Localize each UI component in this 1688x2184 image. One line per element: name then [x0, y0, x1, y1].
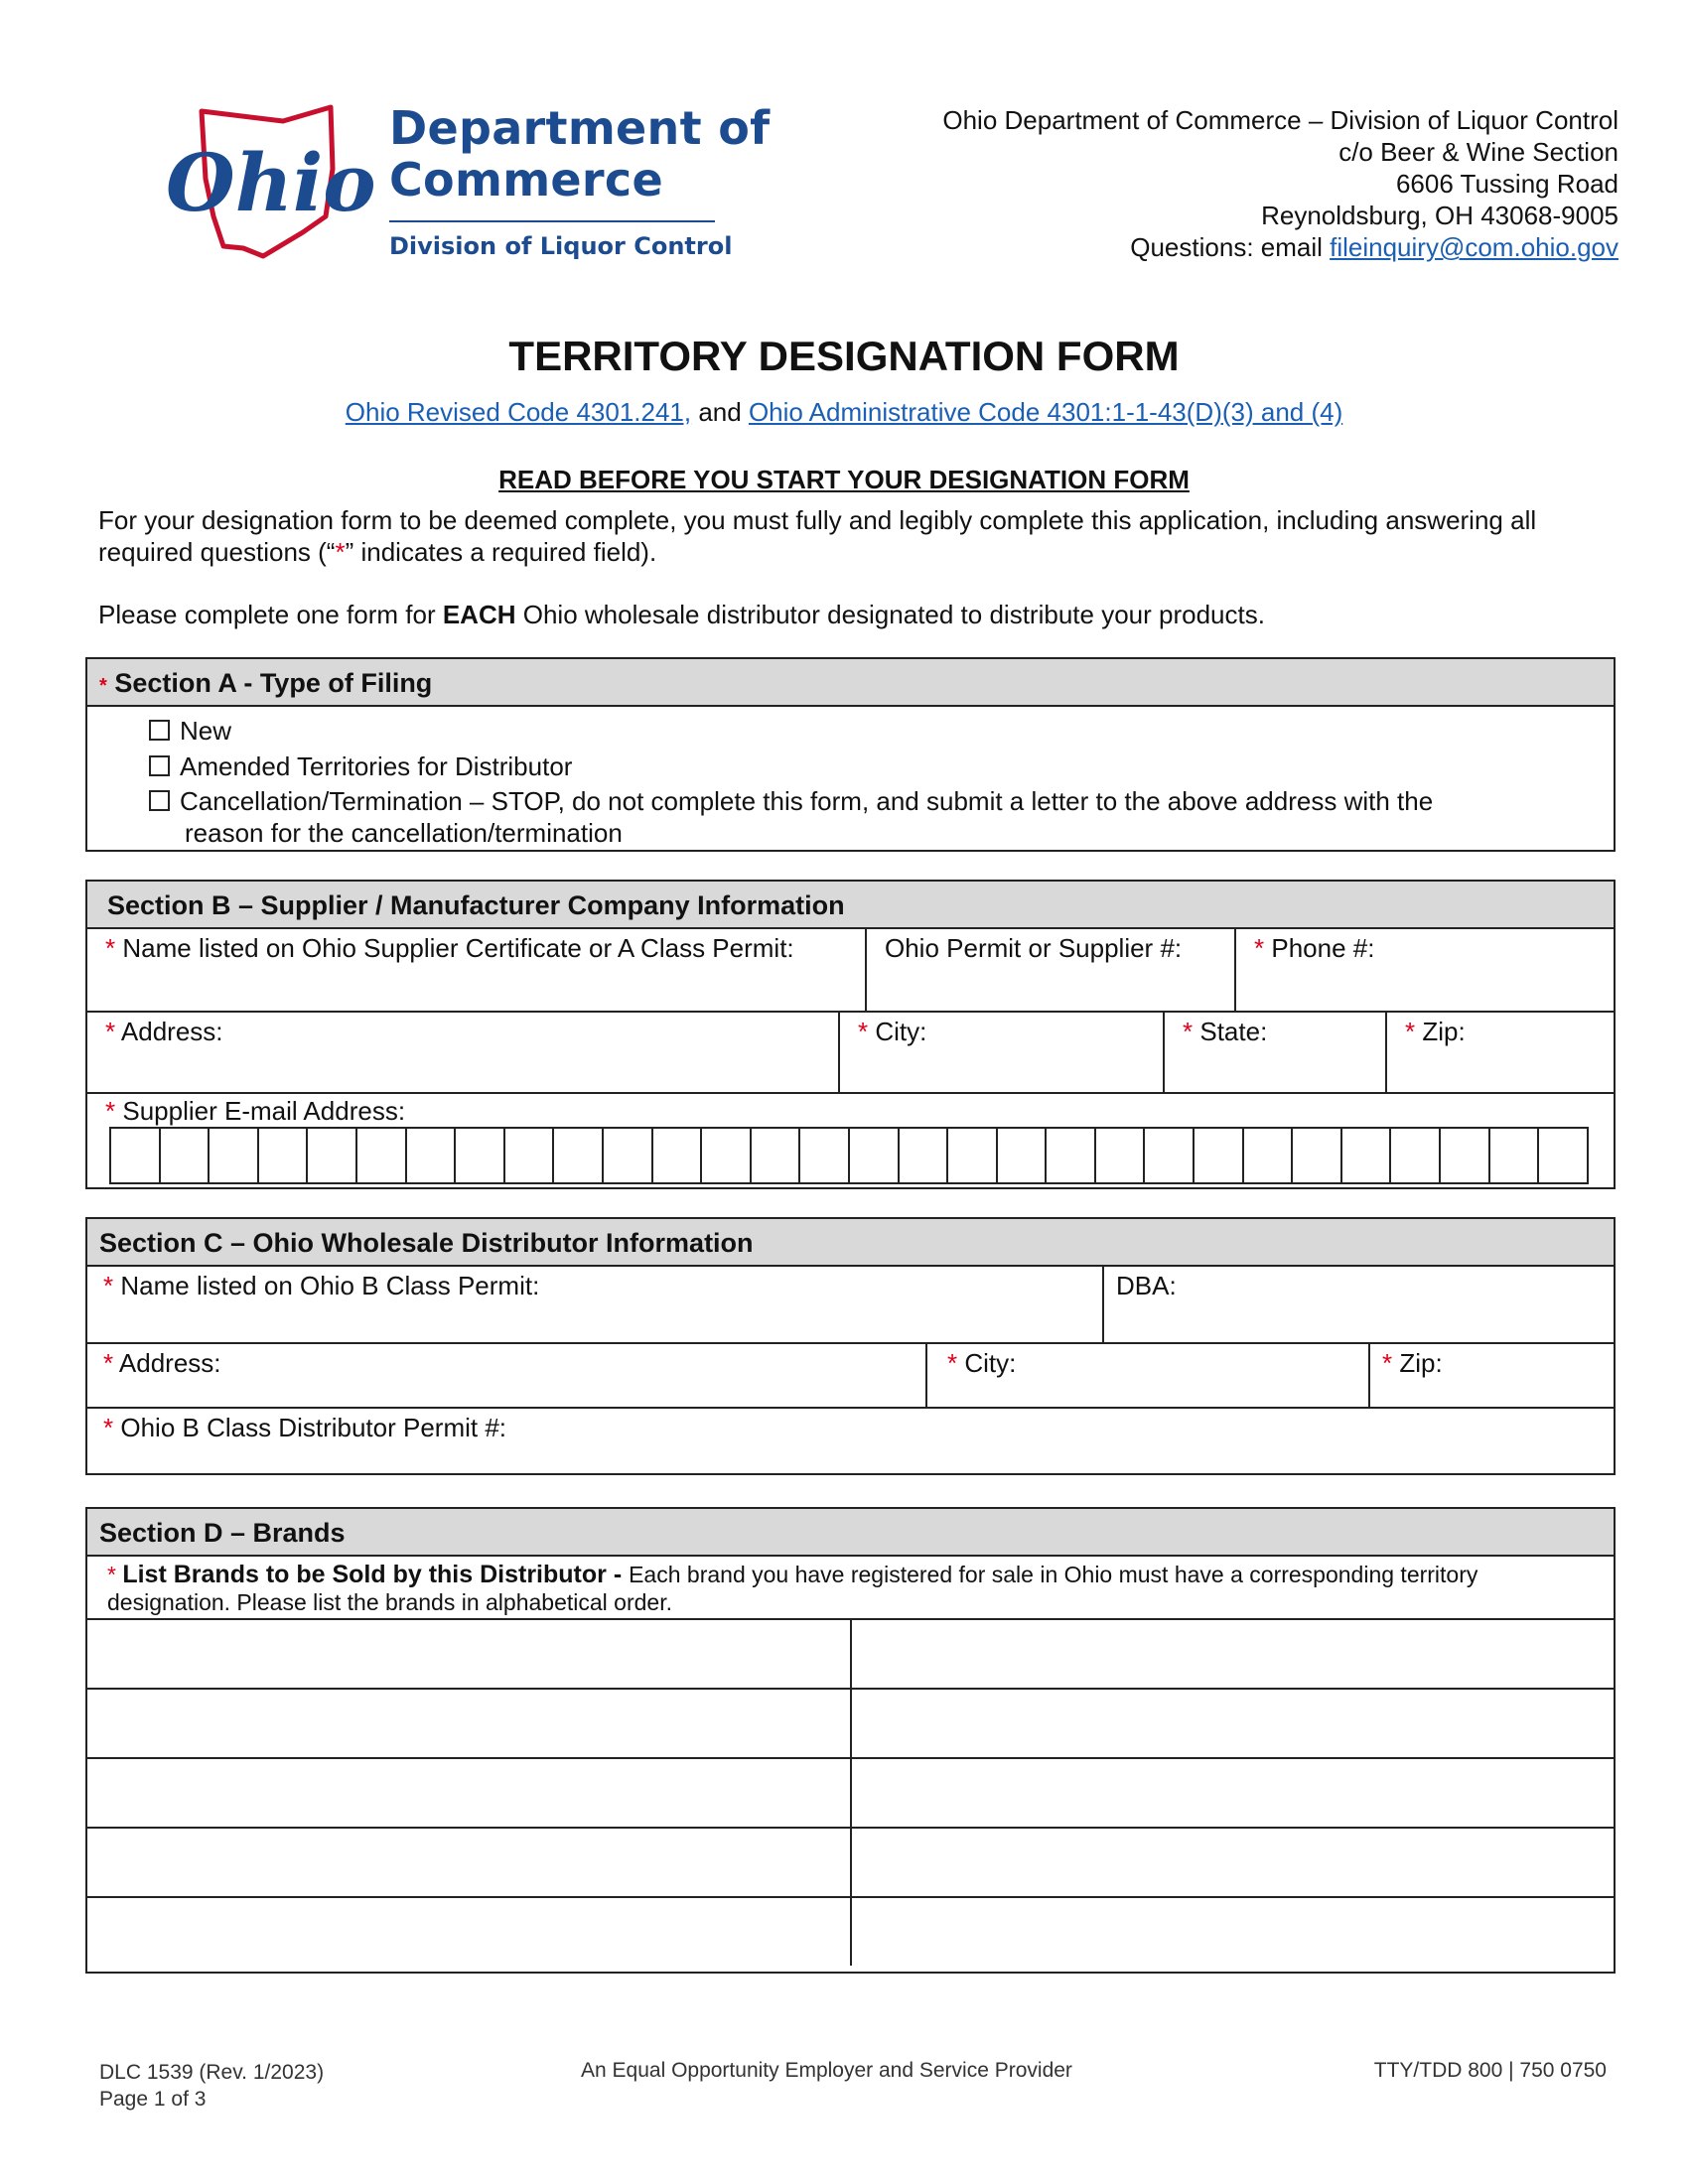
section-b-header: Section B – Supplier / Manufacturer Company Information	[87, 882, 1614, 929]
footer-tty: TTY/TDD 800 | 750 0750	[1373, 2059, 1607, 2082]
section-d-header: Section D – Brands	[87, 1509, 1614, 1557]
distributor-permit-field[interactable]: * Ohio B Class Distributor Permit #:	[103, 1413, 507, 1442]
brand-entry[interactable]	[87, 1827, 852, 1896]
division-name: Division of Liquor Control	[389, 232, 733, 260]
logo-divider	[389, 220, 715, 222]
brands-grid	[87, 1618, 1614, 1966]
read-heading: READ BEFORE YOU START YOUR DESIGNATION FORM	[498, 465, 1190, 494]
contact-email-link[interactable]: fileinquiry@com.ohio.gov	[1330, 232, 1618, 262]
brand-entry[interactable]	[87, 1618, 852, 1688]
section-b	[85, 880, 1616, 1189]
intro-paragraph: For your designation form to be deemed complete, you must fully and legibly complete this application, including answering all required questions (“*” indicates a required field).	[98, 505, 1537, 567]
supplier-zip-field[interactable]: * Zip:	[1405, 1017, 1466, 1046]
section-d	[85, 1507, 1616, 1974]
supplier-city-field[interactable]: * City:	[840, 1013, 1165, 1092]
distributor-dba-field[interactable]: DBA:	[1116, 1271, 1177, 1300]
brand-entry[interactable]	[87, 1757, 852, 1827]
header-address: Ohio Department of Commerce – Division of Liquor Control c/o Beer & Wine Section 6606 Tussing Road Reynoldsburg, OH 43068-9005 Questions: email fileinquiry@com.ohio.gov	[942, 105, 1618, 262]
admin-code-link[interactable]: Ohio Administrative Code 4301:1-1-43(D)(3) and (4)	[748, 397, 1343, 427]
section-a-header: * Section A - Type of Filing	[87, 659, 1614, 707]
section-c-header: Section C – Ohio Wholesale Distributor Information	[87, 1219, 1614, 1267]
supplier-email-label: * Supplier E-mail Address:	[105, 1096, 406, 1126]
legal-references: Ohio Revised Code 4301.241, and Ohio Administrative Code 4301:1-1-43(D)(3) and (4)	[345, 397, 1343, 427]
section-c	[85, 1217, 1616, 1475]
footer-form-id: DLC 1539 (Rev. 1/2023) Page 1 of 3	[99, 2061, 325, 2111]
brand-entry[interactable]	[852, 1688, 1614, 1757]
ohio-wordmark: Ohio	[166, 136, 376, 229]
checkbox[interactable]	[149, 755, 170, 776]
supplier-permit-field[interactable]: Ohio Permit or Supplier #:	[867, 929, 1236, 1011]
distributor-address-field[interactable]: * Address:	[87, 1344, 927, 1407]
brand-entry[interactable]	[87, 1896, 852, 1966]
brands-instructions: * List Brands to be Sold by this Distributor - Each brand you have registered for sale in Ohio must have a corresponding territory designation. Please list the brands in alphabetical order.	[107, 1561, 1478, 1615]
filing-option-new[interactable]: New	[87, 713, 1614, 749]
filing-option-cancellation[interactable]: Cancellation/Termination – STOP, do not complete this form, and submit a letter to the above address with the	[87, 784, 1614, 818]
department-title: Department of Commerce	[389, 101, 771, 206]
page-title: TERRITORY DESIGNATION FORM	[508, 333, 1180, 379]
supplier-address-field[interactable]: * Address:	[87, 1013, 840, 1092]
filing-option-cancellation-cont: reason for the cancellation/termination	[185, 818, 623, 848]
revised-code-link[interactable]: Ohio Revised Code 4301.241,	[345, 397, 692, 427]
brand-entry[interactable]	[852, 1827, 1614, 1896]
distributor-zip-field[interactable]: * Zip:	[1382, 1348, 1443, 1378]
distributor-city-field[interactable]: * City:	[927, 1344, 1370, 1407]
brand-entry[interactable]	[87, 1688, 852, 1757]
checkbox[interactable]	[149, 720, 170, 741]
brand-entry[interactable]	[852, 1618, 1614, 1688]
page-number: Page 1 of 3	[99, 2088, 207, 2111]
supplier-name-field[interactable]: * Name listed on Ohio Supplier Certificate or A Class Permit:	[87, 929, 867, 1011]
supplier-phone-field[interactable]: * Phone #:	[1254, 933, 1375, 963]
intro-instruction: Please complete one form for EACH Ohio wholesale distributor designated to distribute your products.	[98, 600, 1265, 629]
footer-eoe: An Equal Opportunity Employer and Service Provider	[581, 2059, 1072, 2082]
section-a	[85, 657, 1616, 852]
brand-entry[interactable]	[852, 1757, 1614, 1827]
checkbox[interactable]	[149, 790, 170, 811]
filing-option-amended[interactable]: Amended Territories for Distributor	[87, 749, 1614, 784]
supplier-state-field[interactable]: * State:	[1165, 1013, 1387, 1092]
supplier-email-grid[interactable]	[109, 1127, 1589, 1184]
brand-entry[interactable]	[852, 1896, 1614, 1966]
distributor-name-field[interactable]: * Name listed on Ohio B Class Permit:	[87, 1267, 1104, 1342]
